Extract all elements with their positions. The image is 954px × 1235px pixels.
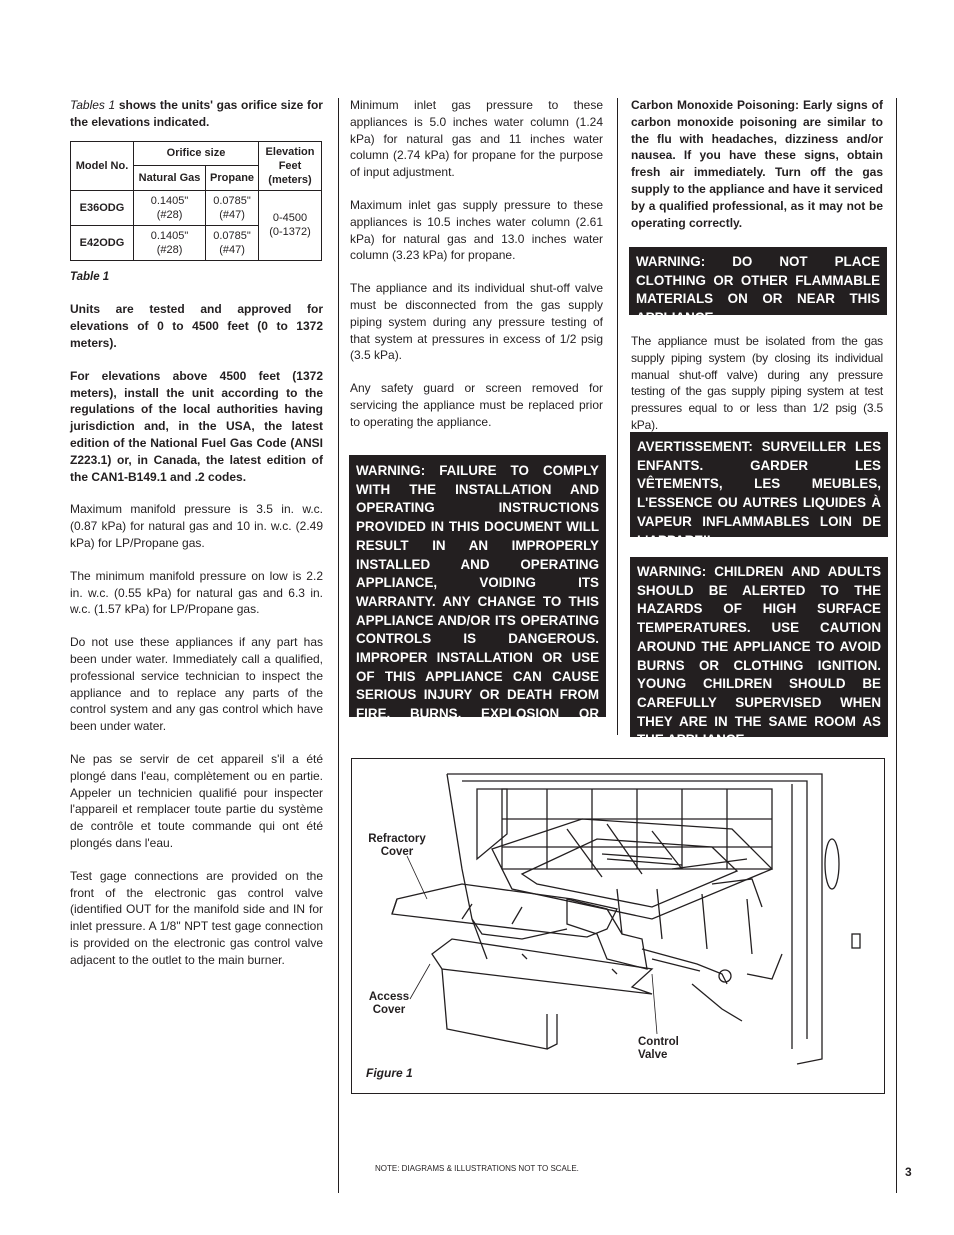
test-gage-connections: Test gage connections are provided on the front of the electronic gas control valve (identified OUT for the manifold side and IN for inlet pressure. A 1/8" NPT test gage connection is provided on the electronic gas control valve adjacent to the outlet to the main burner. [70, 868, 323, 967]
cell-elevation: 0-4500 (0-1372) [259, 190, 322, 260]
column-1 [70, 97, 323, 984]
avertissement-box: AVERTISSEMENT: SURVEILLER LES ENFANTS. GARDER LES VÊTEMENTS, LES MEUBLES, L'ESSENCE OU AUTRES LIQUIDES À VAPEUR INFLAMMABLES LOIN DE L'APPAREIL. [630, 432, 888, 537]
header-propane: Propane [206, 166, 259, 191]
label-access-cover: Access Cover [368, 991, 410, 1016]
cell-propane: 0.0785" (#47) [206, 225, 259, 260]
column-divider-left [338, 98, 339, 1193]
orifice-table [70, 141, 322, 261]
cell-natural: 0.1405" (#28) [134, 225, 206, 260]
column-divider-right [617, 98, 618, 735]
warning-comply-box: WARNING: FAILURE TO COMPLY WITH THE INSTALLATION AND OPERATING INSTRUCTIONS PROVIDED IN THIS DOCUMENT WILL RESULT IN AN IMPROPERLY INSTALLED AND OPERATING APPLIANCE, VOIDING ITS WARRANTY. ANY CHANGE TO THIS APPLIANCE AND/OR ITS OPERATING CONTROLS IS DANGEROUS. IMPROPER INSTALLATION OR USE OF THIS APPLIANCE CAN CAUSE SERIOUS INJURY OR DEATH FROM FIRE, BURNS, EXPLOSION OR CARBON MONOXIDE POISONING. [349, 455, 606, 717]
min-inlet-pressure: Minimum inlet gas pressure to these appliances is 5.0 inches water column (1.24 kPa) for natural gas and 11 inches water column (2.74 kPa) for propane for the purpose of input adjustment. [350, 98, 603, 180]
table-intro: Tables 1 shows the units' gas orifice size for the elevations indicated. [70, 98, 323, 129]
isolation-note: The appliance must be isolated from the gas supply piping system (by closing its individual manual shut-off valve) during any pressure testing of the gas supply piping system at test pressures equal to or less than 1/2 psig (3.5 kPa). [631, 334, 883, 432]
figure-1 [351, 758, 885, 1094]
co-poisoning: Carbon Monoxide Poisoning: Early signs of carbon monoxide poisoning are similar to the flu with headaches, dizziness and/or nausea. If you have these signs, obtain fresh air immediately. Turn off the gas supply to the appliance and have it serviced by a qualified professional, as it may not be operating correctly. [631, 98, 883, 230]
page-edge-rule [896, 98, 897, 1193]
cell-propane: 0.0785" (#47) [206, 190, 259, 225]
fireplace-illustration [352, 759, 886, 1095]
shutoff-valve-note: The appliance and its individual shut-off valve must be disconnected from the gas supply piping system during any pressure testing of that system at pressures in excess of 1/2 psig (3.5 kPa). [350, 281, 603, 363]
warning-children-box: WARNING: CHILDREN AND ADULTS SHOULD BE ALERTED TO THE HAZARDS OF HIGH SURFACE TEMPERATURES. USE CAUTION AROUND THE APPLIANCE TO AVOID BURNS OR CLOTHING IGNITION. YOUNG CHILDREN SHOULD BE CAREFULLY SUPERVISED WHEN THEY ARE IN THE SAME ROOM AS THE APPLIANCE. [630, 557, 888, 737]
cell-model: E36ODG [71, 190, 134, 225]
scale-note: NOTE: DIAGRAMS & ILLUSTRATIONS NOT TO SCALE. [375, 1164, 579, 1173]
header-elevation: Elevation Feet (meters) [259, 141, 322, 190]
header-natural: Natural Gas [134, 166, 206, 191]
water-warning: Do not use these appliances if any part has been under water. Immediately call a qualified, professional service technician to inspect the appliance and to replace any parts of the control system and any gas control which have been under water. [70, 635, 323, 734]
tested-elevations: Units are tested and approved for elevations of 0 to 4500 feet (0 to 1372 meters). [70, 302, 323, 350]
cell-natural: 0.1405" (#28) [134, 190, 206, 225]
table-caption: Table 1 [70, 270, 110, 283]
figure-caption: Figure 1 [366, 1066, 413, 1080]
max-manifold-pressure: Maximum manifold pressure is 3.5 in. w.c. (0.87 kPa) for natural gas and 10 in. w.c. (2.49 kPa) for LP/Propane gas. [70, 502, 323, 550]
water-warning-fr: Ne pas se servir de cet appareil s'il a été plongé dans l'eau, complètement ou en partie. Appeler un technicien qualifié pour inspecter l'appareil et remplacer toute partie du système de contrôle et toute commande qui ont été plongés dans l'eau. [70, 751, 323, 850]
above-elevations: For elevations above 4500 feet (1372 meters), install the unit according to the regulations of the local authorities having jurisdiction and, in the USA, the latest edition of the National Fuel Gas Code (ANSI Z223.1) or, in Canada, the latest edition of the CAN1-B149.1 and .2 codes. [70, 368, 323, 484]
header-orifice: Orifice size [134, 141, 259, 166]
cell-model: E42ODG [71, 225, 134, 260]
label-control-valve: Control Valve [638, 1036, 679, 1061]
min-manifold-pressure: The minimum manifold pressure on low is 2.2 in. w.c. (0.55 kPa) for natural gas and 6.3 in. w.c. (1.57 kPa) for LP/Propane gas. [70, 568, 323, 617]
column-2 [350, 97, 603, 447]
max-inlet-pressure: Maximum inlet gas supply pressure to these appliances is 10.5 inches water column (2.61 kPa) for natural gas and 13.0 inches water column (3.23 kPa) for propane. [350, 197, 603, 263]
table-row [71, 190, 322, 225]
label-refractory-cover: Refractory Cover [368, 833, 426, 858]
header-model: Model No. [71, 141, 134, 190]
page-number: 3 [905, 1165, 912, 1179]
warning-clothing-box: WARNING: DO NOT PLACE CLOTHING OR OTHER FLAMMABLE MATERIALS ON OR NEAR THIS APPLIANCE. [629, 247, 887, 315]
safety-guard-note: Any safety guard or screen removed for servicing the appliance must be replaced prior to operating the appliance. [350, 381, 603, 429]
